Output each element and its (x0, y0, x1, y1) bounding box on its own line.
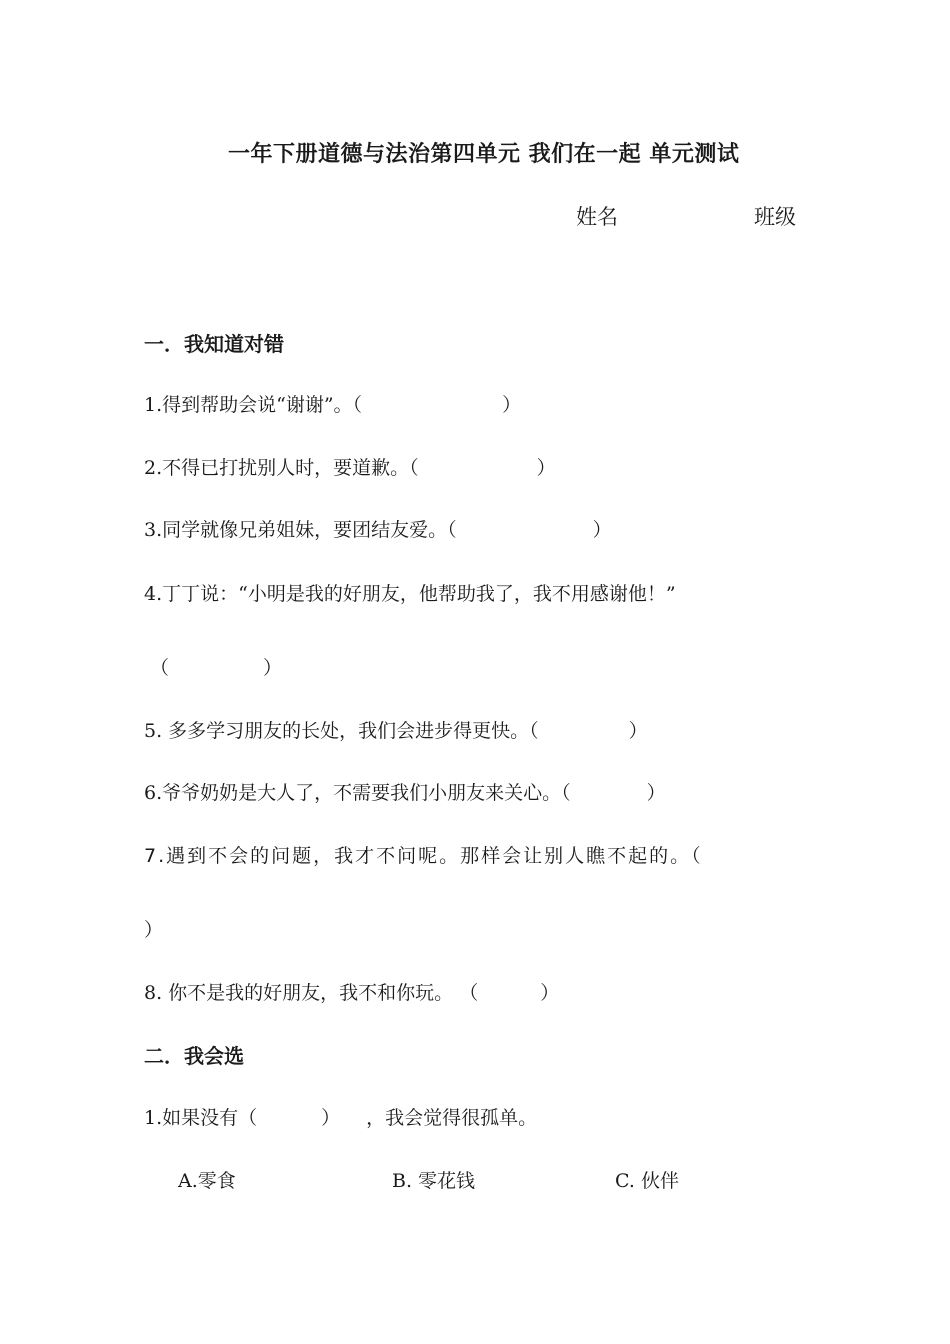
question-4 (144, 579, 676, 606)
question-8 (144, 978, 559, 1005)
question-3-close: ） (592, 519, 612, 541)
question-7-text: 7.遇到不会的问题，我才不问呢。那样会让别人瞧不起的。（ (144, 845, 703, 867)
option-a[interactable]: A.零食 (178, 1170, 236, 1192)
question-2-close: ） (536, 457, 556, 479)
question-7-close: ） (144, 919, 164, 941)
section2-heading: 二．我会选 (144, 1044, 244, 1068)
question-6 (144, 778, 666, 805)
name-label: 姓名 (576, 205, 618, 229)
question-4-close: ） (263, 657, 283, 679)
class-label: 班级 (754, 205, 796, 229)
choice-question-1 (144, 1103, 537, 1130)
question-5 (144, 716, 648, 743)
question-8-close: ） (540, 982, 560, 1004)
question-4-open: （ (150, 657, 170, 679)
choice-question-1-text: 1.如果没有（ (144, 1107, 258, 1129)
question-4-answer (150, 653, 282, 680)
question-7-answer (144, 915, 163, 942)
question-1-close: ） (502, 394, 522, 416)
choice-question-1-tail: ，我会觉得很孤单。 (366, 1107, 538, 1129)
question-6-text: 6.爷爷奶奶是大人了，不需要我们小朋友来关心。（ (144, 782, 571, 804)
option-b[interactable]: B. 零花钱 (392, 1170, 476, 1192)
question-5-text: 5. 多多学习朋友的长处，我们会进步得更快。（ (144, 720, 539, 742)
page-title: 一年下册道德与法治第四单元 我们在一起 单元测试 (228, 142, 740, 167)
question-6-close: ） (646, 782, 666, 804)
question-1 (144, 390, 521, 417)
question-3 (144, 515, 612, 542)
question-2 (144, 453, 556, 480)
choice-question-1-close: ） (321, 1107, 341, 1129)
question-4-text: 4.丁丁说：“小明是我的好朋友，他帮助我了，我不用感谢他！” (144, 583, 676, 605)
question-8-text: 8. 你不是我的好朋友，我不和你玩。 （ (144, 982, 479, 1004)
option-c[interactable]: C. 伙伴 (615, 1170, 679, 1192)
question-2-text: 2.不得已打扰别人时，要道歉。（ (144, 457, 419, 479)
question-3-text: 3.同学就像兄弟姐妹，要团结友爱。（ (144, 519, 457, 541)
section1-heading: 一．我知道对错 (144, 332, 284, 356)
question-5-close: ） (628, 720, 648, 742)
question-7 (144, 841, 703, 868)
question-1-text: 1.得到帮助会说“谢谢”。（ (144, 394, 363, 416)
